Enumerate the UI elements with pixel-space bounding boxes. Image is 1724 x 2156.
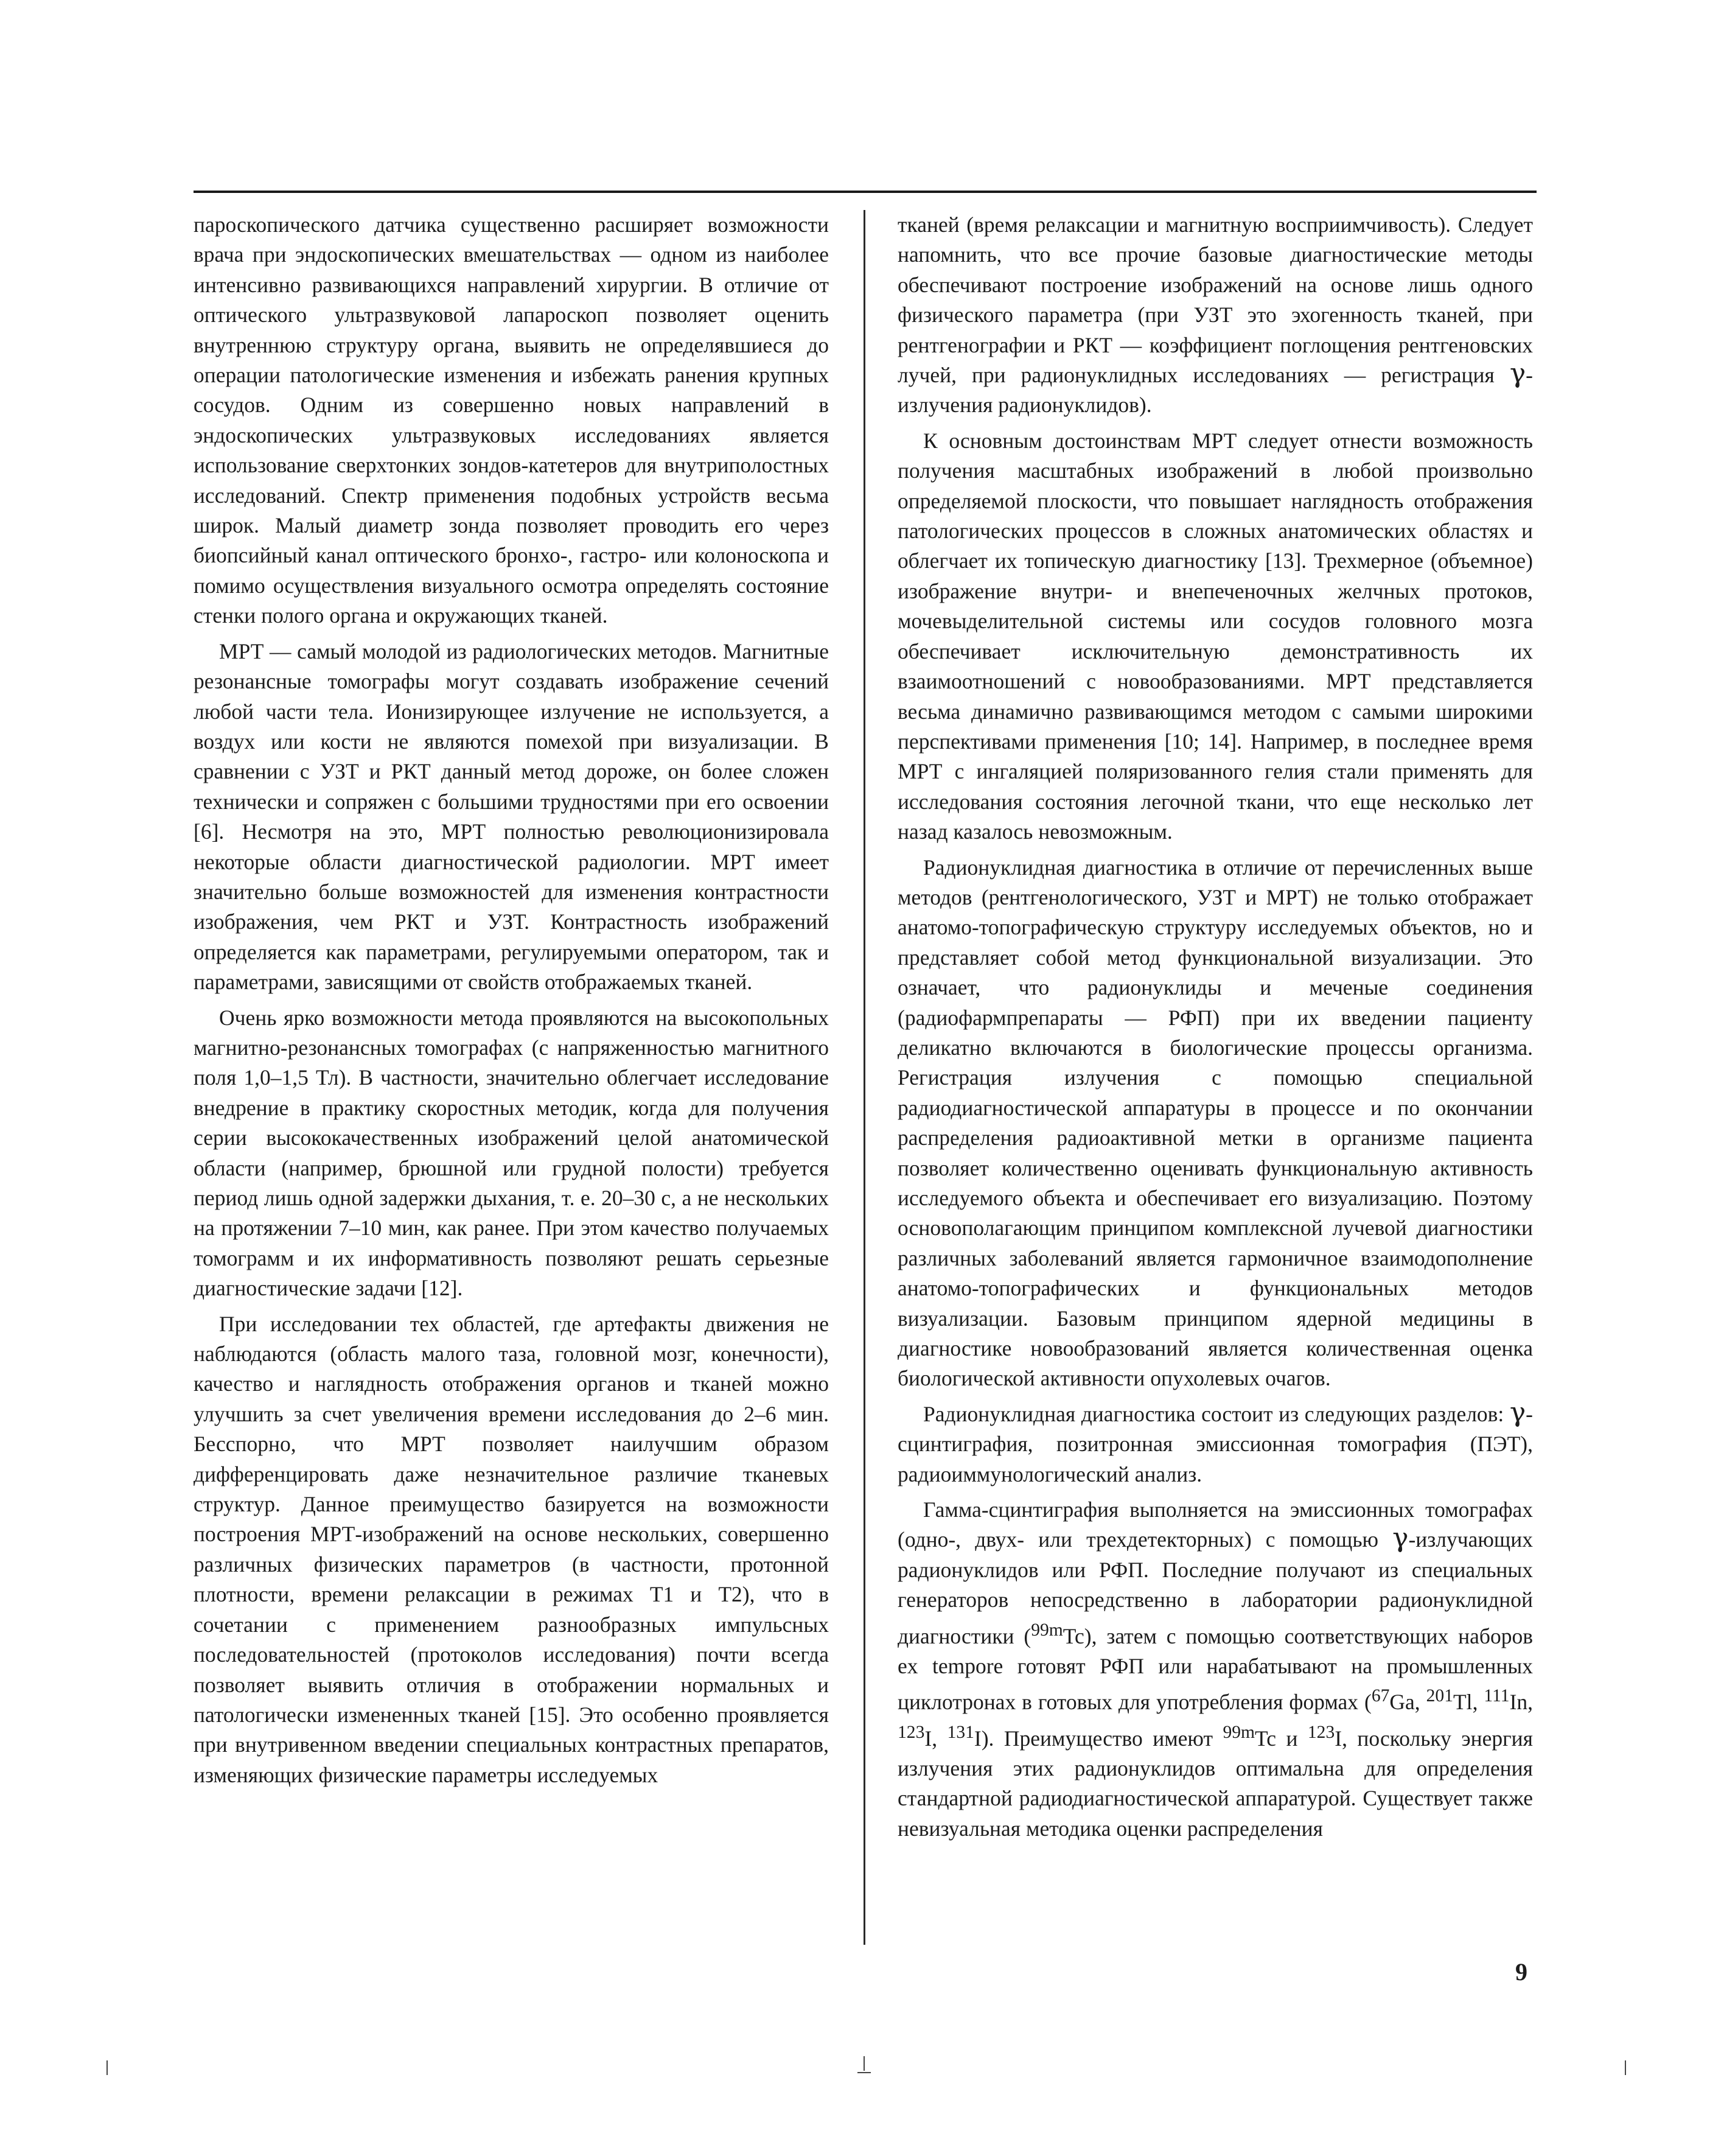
isotope-mass: 99m	[1031, 1620, 1063, 1640]
paragraph-right-4	[898, 1396, 1533, 1489]
isotope-mass: 131	[947, 1722, 974, 1742]
top-rule	[194, 191, 1537, 193]
paragraph-right-1	[898, 210, 1533, 421]
crop-mark-right	[1625, 2060, 1626, 2075]
text-span: , поскольку энергия излучения этих радионуклидов оптимальна для определения стандартной радиодиагностической аппаратурой. Существует также невизуальная методика оценки распределения	[898, 1726, 1534, 1841]
text-span: Гамма-сцинтиграфия выполняется на эмиссионных томографах (одно-, двух- или трехдетекторных) с помощью	[898, 1497, 1533, 1552]
crop-mark-center	[864, 2056, 865, 2071]
left-column	[194, 210, 829, 1796]
text-span: ), затем с помощью соответствующих наборов ex tempore готовят РФП или нарабатывают на промышленных циклотронах в готовых для употребления формах (	[898, 1623, 1533, 1715]
crop-mark-center-base	[857, 2072, 871, 2073]
paragraph-left-2: МРТ — самый молодой из радиологических методов. Магнитные резонансные томографы могут создавать изображение сечений любой части тела. Ионизирующее излучение не используется, а воздух или кости не являются помехой при визуализации. В сравнении с УЗТ и РКТ данный метод дороже, он более сложен технически и сопряжен с большими трудностями при его освоении [6]. Несмотря на это, МРТ полностью революционизировала некоторые области диагностической радиологии. МРТ имеет значительно больше возможностей для изменения контрастности изображения, чем РКТ и УЗТ. Контрастность изображений определяется как параметрами, регулируемыми оператором, так и параметрами, зависящими от свойств отображаемых тканей.	[194, 639, 829, 995]
text-span: и	[1276, 1726, 1308, 1751]
paragraph-right-2: К основным достоинствам МРТ следует отнести возможность получения масштабных изображений в любой произвольно определяемой плоскости, что повышает наглядность отображения патологических процессов в сложных анатомических областях и облегчает их топическую диагностику [13]. Трехмерное (объемное) изображение внутри- и внепеченочных желчных протоков, мочевыделительной системы или сосудов головного мозга обеспечивает исключительную демонстративность их взаимоотношений с новообразованиями. МРТ представляется весьма динамично развивающимся методом с самыми широкими перспективами применения [10; 14]. Например, в последнее время МРТ с ингаляцией поляризованного гелия стали применять для исследования состояния легочной ткани, что еще несколько лет назад казалось невозможным.	[898, 428, 1533, 844]
isotope-symbol: Ga	[1389, 1690, 1415, 1715]
right-column	[898, 210, 1533, 1849]
gamma-symbol: γ	[1509, 358, 1526, 390]
gamma-symbol: γ	[1509, 1396, 1526, 1428]
page-number: 9	[1515, 1958, 1527, 1986]
text-span: ). Преимущество имеют	[981, 1726, 1223, 1751]
text-span: -сцинтиграфия, позитронная эмиссионная томография (ПЭТ), радиоиммунологический анализ.	[898, 1401, 1533, 1486]
paragraph-left-1: пароскопического датчика существенно расширяет возможности врача при эндоскопических вмешательствах — одном из наиболее интенсивно развивающихся направлений хирургии. В отличие от оптического ультразвуковой лапароскоп позволяет оценить внутреннюю структуру органа, выявить не определявшиеся до операции патологические изменения и избежать ранения крупных сосудов. Одним из совершенно новых направлений в эндоскопических ультразвуковых исследованиях является использование сверхтонких зондов-катетеров для внутриполостных исследований. Спектр применения подобных устройств весьма широк. Малый диаметр зонда позволяет проводить его через биопсийный канал оптического бронхо-, гастро- или колоноскопа и помимо осуществления визуального осмотра определять состояние стенки полого органа и окружающих тканей.	[194, 212, 829, 628]
isotope-mass: 67	[1371, 1686, 1390, 1706]
crop-mark-left	[106, 2060, 108, 2075]
isotope-symbol: I	[1335, 1726, 1342, 1751]
paragraph-right-3: Радионуклидная диагностика в отличие от перечисленных выше методов (рентгенологического, УЗТ и МРТ) не только отображает анатомо-топографическую структуру исследуемых объектов, но и представляет собой метод функциональной визуализации. Это означает, что радионуклиды и меченые соединения (радиофармпрепараты — РФП) при их введении пациенту деликатно включаются в биологические процессы организма. Регистрация излучения с помощью специальной радиодиагностической аппаратуры в процессе и по окончании распределения радиоактивной метки в организме пациента позволяет количественно оценивать функциональную активность исследуемого объекта и обеспечивает его визуализацию. Поэтому основополагающим принципом комплексной лучевой диагностики различных заболеваний является гармоничное взаимодополнение анатомо-топографических и функциональных методов визуализации. Базовым принципом ядерной медицины в диагностике новообразований является количественная оценка биологической активности опухолевых очагов.	[898, 855, 1533, 1391]
paragraph-right-5: Гамма-сцинтиграфия выполняется на эмиссионных томографах (одно-, двух- или трехдетекторных) с помощью γ-излучающих радионуклидов или РФП. Последние получают из специальных генераторов непосредственно в лаборатории радионуклидной диагностики ($^{99m}$Tc), затем с помощью соответствующих наборов ex tempore готовят РФП или нарабатывают на промышленных циклотронах в готовых для употребления формах ($^{67}$Ga, $^{201}$Tl, $^{111}$In, $^{123}$I, $^{131}$I). Преимущество имеют $^{99m}$Tc и $^{123}$I, поскольку энергия излучения этих радионуклидов оптимальна для определения стандартной радиодиагностической аппаратурой. Существует также невизуальная методика оценки распределения	[898, 1497, 1534, 1841]
isotope-mass: 201	[1426, 1686, 1453, 1706]
isotope-symbol: Tc	[1255, 1726, 1276, 1751]
text-span: тканей (время релаксации и магнитную восприимчивость). Следует напомнить, что все прочие базовые диагностические методы обеспечивают построение изображений на основе лишь одного физического параметра (при УЗТ это эхогенность тканей, при рентгенографии и РКТ — коэффициент поглощения рентгеновских лучей, при радионуклидных исследованиях — регистрация	[898, 212, 1533, 388]
isotope-mass: 111	[1484, 1686, 1510, 1706]
isotope-mass: 123	[1307, 1722, 1335, 1742]
text-span: -излучающих радионуклидов или РФП. Последние получают из специальных генераторов непосредственно в лаборатории радионуклидной диагностики (	[898, 1527, 1533, 1648]
isotope-symbol: Tc	[1063, 1623, 1084, 1648]
isotope-symbol: In	[1509, 1690, 1528, 1715]
gamma-symbol: γ	[1392, 1522, 1409, 1554]
text-span: -излучения радионуклидов).	[898, 363, 1533, 418]
isotope-mass: 99m	[1223, 1722, 1255, 1742]
column-divider	[864, 210, 865, 1945]
isotope-mass: 123	[898, 1722, 925, 1742]
text-span: Радионуклидная диагностика состоит из следующих разделов:	[923, 1401, 1510, 1426]
isotope-symbol: I	[924, 1726, 932, 1751]
isotope-symbol: Tl	[1453, 1690, 1473, 1715]
isotope-symbol: I	[974, 1726, 982, 1751]
paragraph-left-4: При исследовании тех областей, где артефакты движения не наблюдаются (область малого таза, головной мозг, конечности), качество и наглядность отображения органов и тканей можно улучшить за счет увеличения времени исследования до 2–6 мин. Бесспорно, что МРТ позволяет наилучшим образом дифференцировать даже незначительное различие тканевых структур. Данное преимущество базируется на возможности построения МРТ-изображений на основе нескольких, совершенно различных физических параметров (в частности, протонной плотности, времени релаксации в режимах Т1 и Т2), что в сочетании с применением разнообразных импульсных последовательностей (протоколов исследования) почти всегда позволяет выявить отличия в отображении нормальных и патологически измененных тканей [15]. Это особенно проявляется при внутривенном введении специальных контрастных препаратов, изменяющих физические параметры исследуемых	[194, 1311, 829, 1787]
paragraph-left-3: Очень ярко возможности метода проявляются на высокопольных магнитно-резонансных томографах (с напряженностью магнитного поля 1,0–1,5 Тл). В частности, значительно облегчает исследование внедрение в практику скоростных методик, когда для получения серии высококачественных изображений целой анатомической области (например, брюшной или грудной полости) требуется период лишь одной задержки дыхания, т. е. 20–30 с, а не нескольких на протяжении 7–10 мин, как ранее. При этом качество получаемых томограмм и их информативность позволяют решать серьезные диагностические задачи [12].	[194, 1005, 829, 1301]
